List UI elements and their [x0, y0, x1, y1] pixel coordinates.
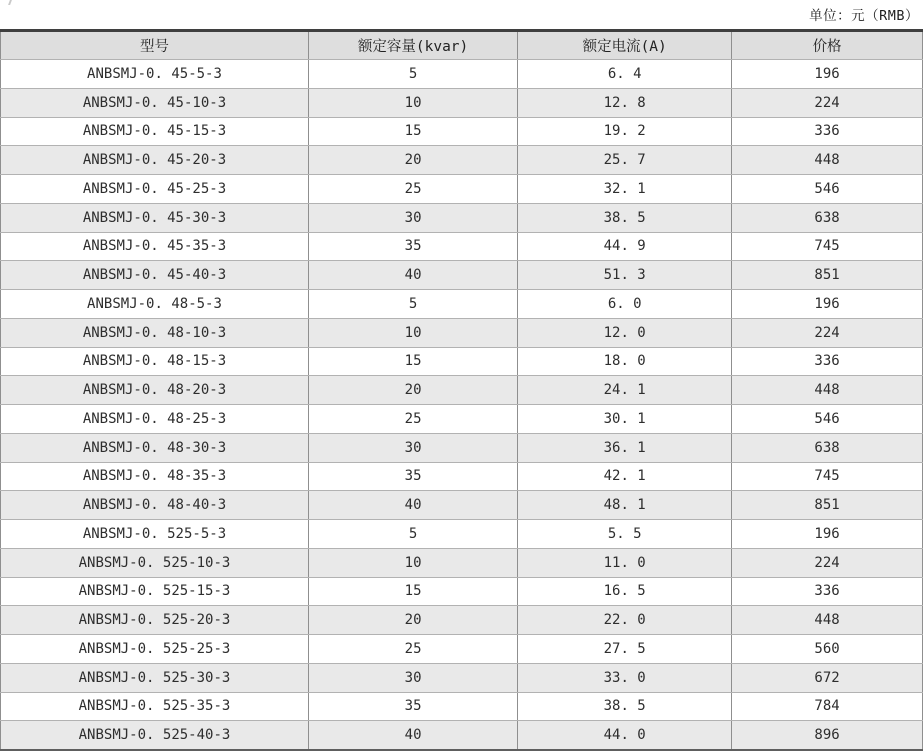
table-row [1, 146, 923, 175]
model-cell: ANBSMJ-0. 48-35-3 [1, 462, 309, 491]
table-row [1, 203, 923, 232]
current-cell: 51. 3 [518, 261, 732, 290]
price-cell: 224 [732, 88, 923, 117]
capacity-cell: 15 [308, 347, 517, 376]
model-cell: ANBSMJ-0. 45-20-3 [1, 146, 309, 175]
current-cell: 6. 4 [518, 60, 732, 89]
current-cell: 25. 7 [518, 146, 732, 175]
capacity-cell: 25 [308, 175, 517, 204]
table-row [1, 491, 923, 520]
page-crop-mark [8, 0, 12, 5]
unit-label: 单位：元（RMB） [809, 8, 919, 24]
current-cell: 12. 8 [518, 88, 732, 117]
capacity-cell: 15 [308, 577, 517, 606]
current-cell: 30. 1 [518, 405, 732, 434]
capacity-cell: 5 [308, 520, 517, 549]
current-cell: 18. 0 [518, 347, 732, 376]
column-header-current: 额定电流(A) [518, 31, 732, 60]
model-cell: ANBSMJ-0. 48-5-3 [1, 290, 309, 319]
capacity-cell: 35 [308, 692, 517, 721]
price-cell: 224 [732, 548, 923, 577]
current-cell: 5. 5 [518, 520, 732, 549]
model-cell: ANBSMJ-0. 45-30-3 [1, 203, 309, 232]
table-row [1, 318, 923, 347]
current-cell: 12. 0 [518, 318, 732, 347]
table-row [1, 376, 923, 405]
current-cell: 19. 2 [518, 117, 732, 146]
price-cell: 336 [732, 347, 923, 376]
current-cell: 27. 5 [518, 635, 732, 664]
table-row [1, 88, 923, 117]
capacity-cell: 10 [308, 548, 517, 577]
column-header-capacity: 额定容量(kvar) [308, 31, 517, 60]
table-row [1, 462, 923, 491]
capacity-cell: 40 [308, 491, 517, 520]
price-cell: 546 [732, 405, 923, 434]
capacity-cell: 40 [308, 721, 517, 750]
price-cell: 546 [732, 175, 923, 204]
model-cell: ANBSMJ-0. 48-20-3 [1, 376, 309, 405]
column-header-model: 型号 [1, 31, 309, 60]
price-cell: 196 [732, 60, 923, 89]
model-cell: ANBSMJ-0. 525-20-3 [1, 606, 309, 635]
capacity-cell: 5 [308, 290, 517, 319]
table-body [1, 60, 923, 751]
current-cell: 16. 5 [518, 577, 732, 606]
price-cell: 196 [732, 520, 923, 549]
current-cell: 48. 1 [518, 491, 732, 520]
model-cell: ANBSMJ-0. 525-25-3 [1, 635, 309, 664]
capacity-cell: 35 [308, 462, 517, 491]
table-row [1, 347, 923, 376]
capacity-cell: 40 [308, 261, 517, 290]
table-row [1, 290, 923, 319]
price-cell: 745 [732, 232, 923, 261]
current-cell: 38. 5 [518, 692, 732, 721]
model-cell: ANBSMJ-0. 48-25-3 [1, 405, 309, 434]
table-row [1, 405, 923, 434]
model-cell: ANBSMJ-0. 45-25-3 [1, 175, 309, 204]
current-cell: 33. 0 [518, 663, 732, 692]
model-cell: ANBSMJ-0. 48-15-3 [1, 347, 309, 376]
table-row [1, 520, 923, 549]
price-cell: 196 [732, 290, 923, 319]
table-row [1, 721, 923, 750]
current-cell: 44. 0 [518, 721, 732, 750]
capacity-cell: 30 [308, 433, 517, 462]
model-cell: ANBSMJ-0. 525-30-3 [1, 663, 309, 692]
column-header-price: 价格 [732, 31, 923, 60]
price-cell: 448 [732, 146, 923, 175]
model-cell: ANBSMJ-0. 48-30-3 [1, 433, 309, 462]
model-cell: ANBSMJ-0. 525-15-3 [1, 577, 309, 606]
price-cell: 336 [732, 117, 923, 146]
table-row [1, 175, 923, 204]
table-row [1, 606, 923, 635]
current-cell: 44. 9 [518, 232, 732, 261]
model-cell: ANBSMJ-0. 45-5-3 [1, 60, 309, 89]
current-cell: 36. 1 [518, 433, 732, 462]
table-row [1, 433, 923, 462]
table-row [1, 232, 923, 261]
capacity-cell: 5 [308, 60, 517, 89]
header-row [1, 31, 923, 60]
price-cell: 638 [732, 433, 923, 462]
capacity-cell: 20 [308, 376, 517, 405]
capacity-cell: 10 [308, 88, 517, 117]
current-cell: 6. 0 [518, 290, 732, 319]
current-cell: 22. 0 [518, 606, 732, 635]
model-cell: ANBSMJ-0. 525-40-3 [1, 721, 309, 750]
price-cell: 336 [732, 577, 923, 606]
price-cell: 851 [732, 261, 923, 290]
price-cell: 672 [732, 663, 923, 692]
price-cell: 448 [732, 376, 923, 405]
table-row [1, 117, 923, 146]
capacity-cell: 10 [308, 318, 517, 347]
model-cell: ANBSMJ-0. 45-40-3 [1, 261, 309, 290]
model-cell: ANBSMJ-0. 45-15-3 [1, 117, 309, 146]
model-cell: ANBSMJ-0. 525-35-3 [1, 692, 309, 721]
table-row [1, 663, 923, 692]
price-cell: 745 [732, 462, 923, 491]
capacity-cell: 20 [308, 146, 517, 175]
table-row [1, 692, 923, 721]
model-cell: ANBSMJ-0. 525-5-3 [1, 520, 309, 549]
price-cell: 896 [732, 721, 923, 750]
table-header [1, 31, 923, 60]
price-cell: 448 [732, 606, 923, 635]
capacitor-price-table [0, 29, 923, 751]
table-row [1, 577, 923, 606]
capacity-cell: 15 [308, 117, 517, 146]
model-cell: ANBSMJ-0. 45-35-3 [1, 232, 309, 261]
price-cell: 784 [732, 692, 923, 721]
capacity-cell: 30 [308, 203, 517, 232]
current-cell: 38. 5 [518, 203, 732, 232]
current-cell: 32. 1 [518, 175, 732, 204]
table-row [1, 635, 923, 664]
current-cell: 24. 1 [518, 376, 732, 405]
model-cell: ANBSMJ-0. 45-10-3 [1, 88, 309, 117]
price-cell: 224 [732, 318, 923, 347]
capacity-cell: 25 [308, 635, 517, 664]
capacity-cell: 30 [308, 663, 517, 692]
table-row [1, 548, 923, 577]
model-cell: ANBSMJ-0. 48-40-3 [1, 491, 309, 520]
price-cell: 560 [732, 635, 923, 664]
price-cell: 851 [732, 491, 923, 520]
capacity-cell: 20 [308, 606, 517, 635]
current-cell: 11. 0 [518, 548, 732, 577]
model-cell: ANBSMJ-0. 48-10-3 [1, 318, 309, 347]
model-cell: ANBSMJ-0. 525-10-3 [1, 548, 309, 577]
table-row [1, 60, 923, 89]
capacity-cell: 35 [308, 232, 517, 261]
table-row [1, 261, 923, 290]
price-cell: 638 [732, 203, 923, 232]
capacity-cell: 25 [308, 405, 517, 434]
current-cell: 42. 1 [518, 462, 732, 491]
